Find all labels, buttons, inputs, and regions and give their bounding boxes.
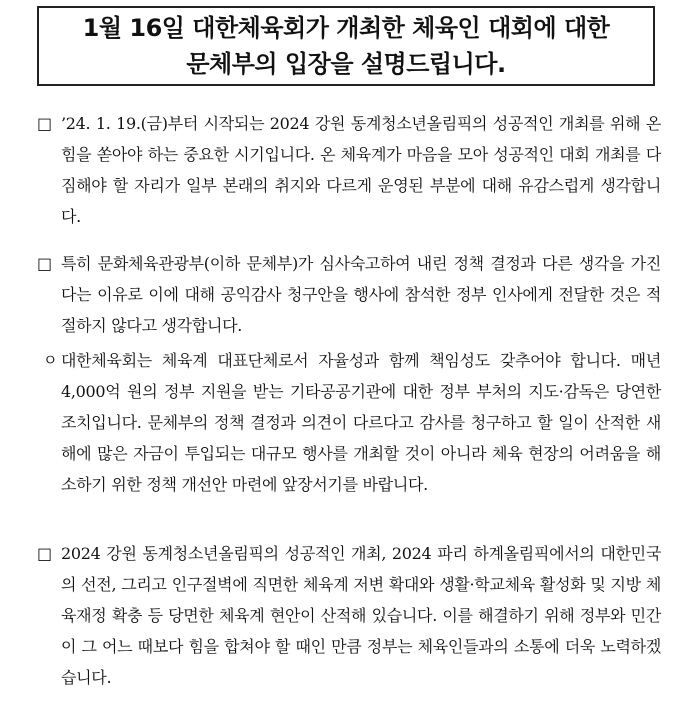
paragraph-1: [37, 108, 661, 232]
paragraph-2: [37, 248, 661, 341]
circle-bullet-icon: ㅇ: [43, 351, 58, 369]
paragraph-3-text: 대한체육회는 체육계 대표단체로서 자율성과 함께 책임성도 갖추어야 합니다. 매년 4,000억 원의 정부 지원을 받는 기타공공기관에 대한 정부 부처의 지도·감독은 당연한 조치입니다. 문체부의 정책 결정과 의견이 다르다고 감사를 청구하고 할 일이 산적한 새해에 많은 자금이 투입되는 대규모 행사를 개최할 것이 아니라 체육 현장의 어려움을 해소하기 위한 정책 개선안 마련에 앞장서기를 바랍니다.: [61, 351, 661, 494]
square-bullet-icon: □: [37, 254, 52, 273]
paragraph-4: [37, 538, 661, 693]
paragraph-1-text: ’24. 1. 19.(금)부터 시작되는 2024 강원 동계청소년올림픽의 성공적인 개최를 위해 온 힘을 쏟아야 하는 중요한 시기입니다. 온 체육계가 마음을 모아 성공적인 대회 개최를 다짐해야 할 자리가 일부 본래의 취지와 다르게 운영된 부분에 대해 유감스럽게 생각합니다.: [61, 114, 661, 226]
title-line-1: 1월 16일 대한체육회가 개최한 체육인 대회에 대한: [82, 14, 610, 42]
paragraph-3: [43, 345, 661, 500]
title-box: [37, 6, 655, 86]
paragraph-2-text: 특히 문화체육관광부(이하 문체부)가 심사숙고하여 내린 정책 결정과 다른 생각을 가진다는 이유로 이에 대해 공익감사 청구안을 행사에 참석한 정부 인사에게 전달한 것은 적절하지 않다고 생각합니다.: [61, 254, 661, 335]
square-bullet-icon: □: [37, 544, 52, 563]
square-bullet-icon: □: [37, 114, 52, 133]
paragraph-4-text: 2024 강원 동계청소년올림픽의 성공적인 개최, 2024 파리 하계올림픽에서의 대한민국의 선전, 그리고 인구절벽에 직면한 체육계 저변 확대와 생활·학교체육 활성화 및 지방 체육재정 확충 등 당면한 체육계 현안이 산적해 있습니다. 이를 해결하기 위해 정부와 민간이 그 어느 때보다 힘을 합쳐야 할 때인 만큼 정부는 체육인들과의 소통에 더욱 노력하겠습니다.: [61, 544, 661, 687]
title-line-2: 문체부의 입장을 설명드립니다.: [186, 50, 506, 78]
